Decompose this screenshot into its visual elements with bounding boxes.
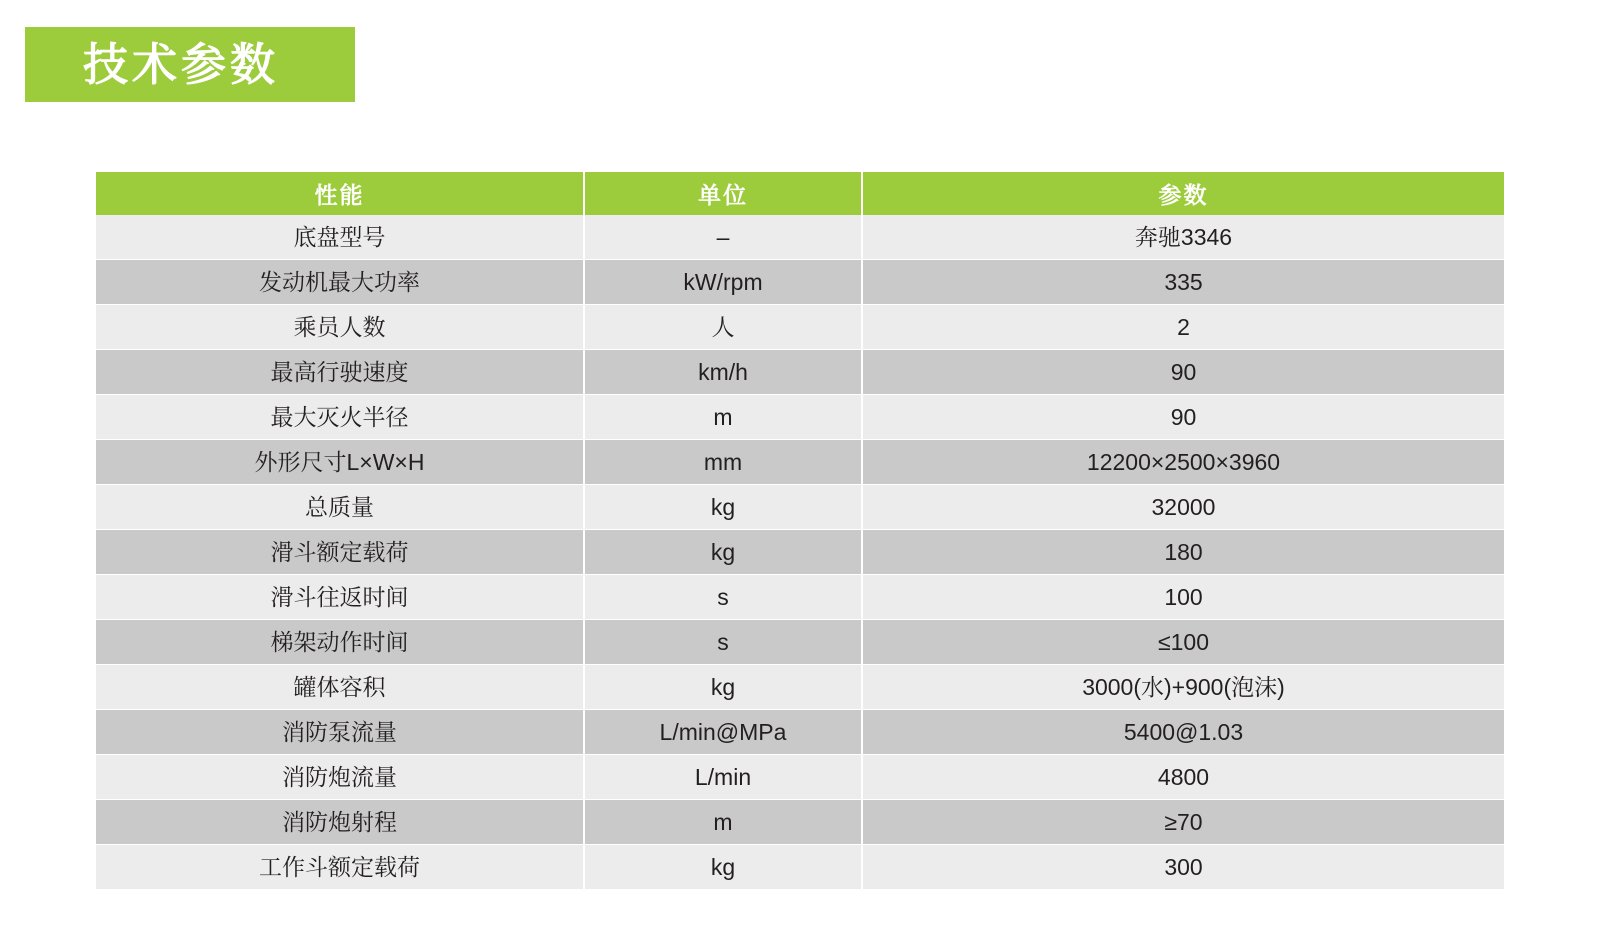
cell-unit: kg bbox=[584, 485, 862, 530]
cell-property: 滑斗往返时间 bbox=[96, 575, 584, 620]
table-row bbox=[96, 665, 1504, 710]
table-row bbox=[96, 755, 1504, 800]
cell-property: 发动机最大功率 bbox=[96, 260, 584, 305]
cell-unit: – bbox=[584, 215, 862, 260]
cell-unit: km/h bbox=[584, 350, 862, 395]
table-row bbox=[96, 575, 1504, 620]
table-header bbox=[96, 172, 1504, 215]
cell-parameter: 180 bbox=[862, 530, 1504, 575]
cell-property: 消防泵流量 bbox=[96, 710, 584, 755]
cell-parameter: 2 bbox=[862, 305, 1504, 350]
cell-parameter: ≤100 bbox=[862, 620, 1504, 665]
cell-unit: m bbox=[584, 800, 862, 845]
cell-parameter: 90 bbox=[862, 350, 1504, 395]
cell-property: 乘员人数 bbox=[96, 305, 584, 350]
cell-parameter: 5400@1.03 bbox=[862, 710, 1504, 755]
column-header-unit: 单位 bbox=[584, 172, 862, 215]
cell-parameter: 100 bbox=[862, 575, 1504, 620]
page-title-banner bbox=[25, 27, 355, 102]
cell-property: 总质量 bbox=[96, 485, 584, 530]
table-row bbox=[96, 530, 1504, 575]
cell-property: 滑斗额定载荷 bbox=[96, 530, 584, 575]
cell-parameter: 奔驰3346 bbox=[862, 215, 1504, 260]
page-title: 技术参数 bbox=[83, 39, 280, 90]
cell-unit: kW/rpm bbox=[584, 260, 862, 305]
cell-unit: kg bbox=[584, 665, 862, 710]
cell-parameter: 3000(水)+900(泡沫) bbox=[862, 665, 1504, 710]
table-row bbox=[96, 350, 1504, 395]
column-header-property: 性能 bbox=[96, 172, 584, 215]
cell-property: 外形尺寸L×W×H bbox=[96, 440, 584, 485]
table-row bbox=[96, 260, 1504, 305]
cell-parameter: 32000 bbox=[862, 485, 1504, 530]
table-row bbox=[96, 215, 1504, 260]
cell-unit: mm bbox=[584, 440, 862, 485]
table-header-row bbox=[96, 172, 1504, 215]
table-row bbox=[96, 440, 1504, 485]
cell-property: 消防炮流量 bbox=[96, 755, 584, 800]
cell-property: 梯架动作时间 bbox=[96, 620, 584, 665]
cell-unit: s bbox=[584, 620, 862, 665]
cell-unit: L/min bbox=[584, 755, 862, 800]
column-header-parameter: 参数 bbox=[862, 172, 1504, 215]
cell-unit: m bbox=[584, 395, 862, 440]
cell-unit: L/min@MPa bbox=[584, 710, 862, 755]
cell-property: 工作斗额定载荷 bbox=[96, 845, 584, 890]
cell-property: 最高行驶速度 bbox=[96, 350, 584, 395]
cell-property: 最大灭火半径 bbox=[96, 395, 584, 440]
cell-parameter: 4800 bbox=[862, 755, 1504, 800]
cell-parameter: ≥70 bbox=[862, 800, 1504, 845]
cell-unit: s bbox=[584, 575, 862, 620]
cell-unit: kg bbox=[584, 530, 862, 575]
cell-property: 罐体容积 bbox=[96, 665, 584, 710]
cell-parameter: 335 bbox=[862, 260, 1504, 305]
table-row bbox=[96, 305, 1504, 350]
table-row bbox=[96, 485, 1504, 530]
table-body bbox=[96, 215, 1504, 890]
table-row bbox=[96, 800, 1504, 845]
specifications-table bbox=[96, 172, 1504, 890]
cell-parameter: 300 bbox=[862, 845, 1504, 890]
cell-unit: 人 bbox=[584, 305, 862, 350]
cell-property: 消防炮射程 bbox=[96, 800, 584, 845]
table-row bbox=[96, 620, 1504, 665]
cell-property: 底盘型号 bbox=[96, 215, 584, 260]
table-row bbox=[96, 395, 1504, 440]
table-row bbox=[96, 710, 1504, 755]
table-row bbox=[96, 845, 1504, 890]
cell-parameter: 12200×2500×3960 bbox=[862, 440, 1504, 485]
cell-unit: kg bbox=[584, 845, 862, 890]
cell-parameter: 90 bbox=[862, 395, 1504, 440]
